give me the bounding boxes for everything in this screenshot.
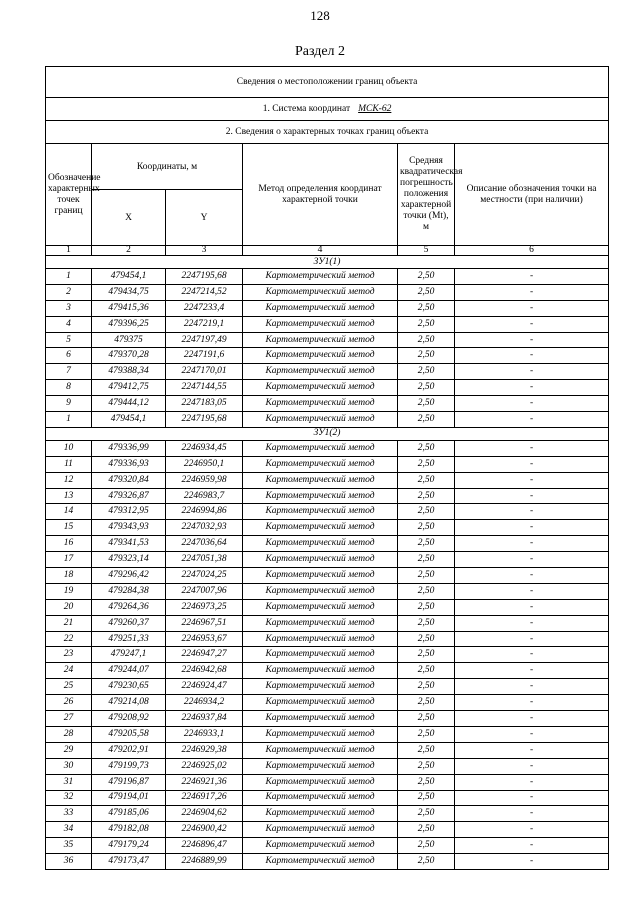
table-cell: Картометрический метод	[243, 300, 398, 316]
table-cell: 2,50	[398, 647, 455, 663]
coord-system-row	[46, 98, 609, 121]
table-cell: 30	[46, 758, 92, 774]
table-cell: 2,50	[398, 380, 455, 396]
table-cell: -	[455, 284, 609, 300]
table-cell: 2246921,36	[166, 774, 243, 790]
table-cell: 2247144,55	[166, 380, 243, 396]
table-cell: -	[455, 456, 609, 472]
table-cell: 2246924,47	[166, 679, 243, 695]
table-cell: Картометрический метод	[243, 822, 398, 838]
table-cell: 17	[46, 552, 92, 568]
table-cell: -	[455, 774, 609, 790]
table-cell: 2246904,62	[166, 806, 243, 822]
column-number: 6	[455, 246, 609, 256]
table-row	[46, 663, 609, 679]
table-cell: 19	[46, 583, 92, 599]
column-numbers-row	[46, 246, 609, 256]
table-row	[46, 552, 609, 568]
table-cell: Картометрический метод	[243, 364, 398, 380]
table-row	[46, 380, 609, 396]
table-cell: -	[455, 316, 609, 332]
table-cell: 479208,92	[92, 711, 166, 727]
table-row	[46, 695, 609, 711]
table-cell: Картометрический метод	[243, 396, 398, 412]
table-cell: 2246917,26	[166, 790, 243, 806]
table-cell: 2,50	[398, 488, 455, 504]
table-cell: 14	[46, 504, 92, 520]
table-cell: 2247036,64	[166, 536, 243, 552]
table-title: Сведения о местоположении границ объекта	[46, 67, 609, 98]
table-row	[46, 647, 609, 663]
table-row	[46, 364, 609, 380]
table-cell: 2,50	[398, 822, 455, 838]
table-cell: 2246983,7	[166, 488, 243, 504]
table-cell: 2246929,38	[166, 742, 243, 758]
table-cell: 479214,08	[92, 695, 166, 711]
table-cell: 15	[46, 520, 92, 536]
table-cell: 479182,08	[92, 822, 166, 838]
table-cell: Картометрический метод	[243, 552, 398, 568]
table-row	[46, 396, 609, 412]
table-cell: -	[455, 348, 609, 364]
table-row	[46, 316, 609, 332]
table-cell: 2246937,84	[166, 711, 243, 727]
table-cell: -	[455, 615, 609, 631]
table-cell: Картометрический метод	[243, 380, 398, 396]
table-cell: 1	[46, 412, 92, 428]
table-cell: 479247,1	[92, 647, 166, 663]
table-cell: 2,50	[398, 456, 455, 472]
table-cell: 2247214,52	[166, 284, 243, 300]
table-cell: -	[455, 631, 609, 647]
table-cell: -	[455, 599, 609, 615]
table-cell: 479179,24	[92, 838, 166, 854]
table-cell: 479284,38	[92, 583, 166, 599]
table-cell: Картометрический метод	[243, 520, 398, 536]
table-cell: 13	[46, 488, 92, 504]
table-cell: Картометрический метод	[243, 615, 398, 631]
table-cell: -	[455, 269, 609, 285]
table-cell: 3	[46, 300, 92, 316]
table-cell: 2,50	[398, 726, 455, 742]
table-cell: 2247051,38	[166, 552, 243, 568]
table-cell: -	[455, 300, 609, 316]
table-cell: 479388,34	[92, 364, 166, 380]
table-cell: -	[455, 758, 609, 774]
table-cell: -	[455, 536, 609, 552]
table-cell: -	[455, 568, 609, 584]
table-cell: -	[455, 472, 609, 488]
table-cell: 26	[46, 695, 92, 711]
table-cell: 479434,75	[92, 284, 166, 300]
table-row	[46, 742, 609, 758]
table-cell: 2247195,68	[166, 269, 243, 285]
table-cell: 479454,1	[92, 269, 166, 285]
table-row	[46, 440, 609, 456]
table-cell: 2,50	[398, 583, 455, 599]
table-row	[46, 838, 609, 854]
table-cell: 479185,06	[92, 806, 166, 822]
table-cell: 2247024,25	[166, 568, 243, 584]
table-row	[46, 456, 609, 472]
table-cell: Картометрический метод	[243, 711, 398, 727]
table-cell: 6	[46, 348, 92, 364]
table-cell: Картометрический метод	[243, 472, 398, 488]
table-cell: 2,50	[398, 316, 455, 332]
table-cell: Картометрический метод	[243, 758, 398, 774]
table-row	[46, 472, 609, 488]
table-row	[46, 568, 609, 584]
table-cell: 2247195,68	[166, 412, 243, 428]
table-cell: 2,50	[398, 854, 455, 870]
table-cell: -	[455, 726, 609, 742]
table-cell: Картометрический метод	[243, 583, 398, 599]
table-cell: Картометрический метод	[243, 412, 398, 428]
table-cell: 2,50	[398, 440, 455, 456]
table-cell: 479312,95	[92, 504, 166, 520]
table-row	[46, 822, 609, 838]
table-cell: 2246925,02	[166, 758, 243, 774]
table-cell: 2247191,6	[166, 348, 243, 364]
table-cell: 479444,12	[92, 396, 166, 412]
table-cell: -	[455, 742, 609, 758]
table-cell: 2,50	[398, 364, 455, 380]
table-cell: 10	[46, 440, 92, 456]
table-cell: Картометрический метод	[243, 568, 398, 584]
column-number: 5	[398, 246, 455, 256]
table-cell: 34	[46, 822, 92, 838]
table-cell: 2,50	[398, 472, 455, 488]
table-cell: Картометрический метод	[243, 488, 398, 504]
table-cell: 2,50	[398, 536, 455, 552]
table-cell: Картометрический метод	[243, 456, 398, 472]
table-cell: 2,50	[398, 504, 455, 520]
table-row	[46, 412, 609, 428]
table-cell: 24	[46, 663, 92, 679]
section-title: Раздел 2	[294, 44, 346, 59]
table-cell: 479251,33	[92, 631, 166, 647]
table-cell: 27	[46, 711, 92, 727]
table-cell: -	[455, 412, 609, 428]
table-cell: 2246967,51	[166, 615, 243, 631]
table-cell: 479320,84	[92, 472, 166, 488]
table-cell: 479341,53	[92, 536, 166, 552]
table-row	[46, 488, 609, 504]
table-row	[46, 504, 609, 520]
table-cell: 2,50	[398, 774, 455, 790]
table-cell: Картометрический метод	[243, 536, 398, 552]
table-cell: 2246950,1	[166, 456, 243, 472]
table-cell: -	[455, 504, 609, 520]
table-cell: Картометрический метод	[243, 838, 398, 854]
table-cell: 2,50	[398, 838, 455, 854]
table-row	[46, 774, 609, 790]
table-cell: -	[455, 854, 609, 870]
table-cell: 28	[46, 726, 92, 742]
table-cell: Картометрический метод	[243, 695, 398, 711]
page-number: 128	[310, 8, 330, 23]
table-cell: 479396,25	[92, 316, 166, 332]
table-cell: -	[455, 822, 609, 838]
column-number: 3	[166, 246, 243, 256]
table-row	[46, 615, 609, 631]
table-cell: 2246900,42	[166, 822, 243, 838]
table-cell: 2,50	[398, 396, 455, 412]
table-row	[46, 348, 609, 364]
table-cell: 2247032,93	[166, 520, 243, 536]
table-cell: Картометрический метод	[243, 742, 398, 758]
table-cell: -	[455, 695, 609, 711]
table-cell: Картометрический метод	[243, 599, 398, 615]
table-cell: 479296,42	[92, 568, 166, 584]
table-cell: 32	[46, 790, 92, 806]
table-cell: 479202,91	[92, 742, 166, 758]
table-row	[46, 599, 609, 615]
points-heading: 2. Сведения о характерных точках границ объекта	[46, 121, 609, 144]
table-cell: Картометрический метод	[243, 631, 398, 647]
coord-system-value: МСК-62	[358, 104, 392, 114]
table-cell: Картометрический метод	[243, 806, 398, 822]
table-cell: 2,50	[398, 695, 455, 711]
table-cell: 2,50	[398, 790, 455, 806]
table-cell: 2246947,27	[166, 647, 243, 663]
table-cell: 2247183,05	[166, 396, 243, 412]
table-cell: 18	[46, 568, 92, 584]
table-cell: 2247233,4	[166, 300, 243, 316]
header-x: X	[92, 190, 166, 246]
table-cell: 2,50	[398, 679, 455, 695]
column-number: 1	[46, 246, 92, 256]
table-row	[46, 284, 609, 300]
group-name: ЗУ1(2)	[46, 427, 609, 440]
table-cell: 479326,87	[92, 488, 166, 504]
table-cell: 7	[46, 364, 92, 380]
table-cell: -	[455, 647, 609, 663]
table-cell: 2246942,68	[166, 663, 243, 679]
table-cell: -	[455, 663, 609, 679]
table-cell: 2,50	[398, 742, 455, 758]
table-row	[46, 536, 609, 552]
table-cell: Картометрический метод	[243, 316, 398, 332]
table-cell: 2246889,99	[166, 854, 243, 870]
table-cell: Картометрический метод	[243, 726, 398, 742]
group-name: ЗУ1(1)	[46, 256, 609, 269]
table-row	[46, 711, 609, 727]
table-cell: -	[455, 520, 609, 536]
table-cell: Картометрический метод	[243, 774, 398, 790]
table-cell: 479375	[92, 332, 166, 348]
table-cell: 2,50	[398, 758, 455, 774]
table-cell: -	[455, 332, 609, 348]
table-cell: 2,50	[398, 631, 455, 647]
table-cell: 2,50	[398, 806, 455, 822]
table-cell: 2247007,96	[166, 583, 243, 599]
table-cell: 2,50	[398, 348, 455, 364]
table-row	[46, 854, 609, 870]
table-row	[46, 679, 609, 695]
table-cell: 5	[46, 332, 92, 348]
table-cell: Картометрический метод	[243, 269, 398, 285]
table-cell: 4	[46, 316, 92, 332]
table-cell: 2247170,01	[166, 364, 243, 380]
table-row	[46, 300, 609, 316]
header-description: Описание обозначения точки на местности (при наличии)	[455, 144, 609, 246]
table-row	[46, 631, 609, 647]
table-cell: 479412,75	[92, 380, 166, 396]
table-row	[46, 520, 609, 536]
table-cell: 2,50	[398, 599, 455, 615]
table-cell: 479205,58	[92, 726, 166, 742]
table-cell: -	[455, 838, 609, 854]
header-coordinates: Координаты, м	[92, 144, 243, 190]
table-cell: Картометрический метод	[243, 679, 398, 695]
table-cell: 1	[46, 269, 92, 285]
table-cell: 2246896,47	[166, 838, 243, 854]
table-cell: 479199,73	[92, 758, 166, 774]
table-cell: 33	[46, 806, 92, 822]
table-cell: 2	[46, 284, 92, 300]
table-cell: 479336,99	[92, 440, 166, 456]
table-cell: -	[455, 552, 609, 568]
table-cell: 22	[46, 631, 92, 647]
table-cell: -	[455, 711, 609, 727]
table-cell: 479260,37	[92, 615, 166, 631]
table-cell: 21	[46, 615, 92, 631]
table-cell: 31	[46, 774, 92, 790]
table-cell: -	[455, 679, 609, 695]
table-cell: 2,50	[398, 269, 455, 285]
table-cell: Картометрический метод	[243, 504, 398, 520]
table-cell: 2,50	[398, 412, 455, 428]
coord-system-label: 1. Система координат	[262, 104, 351, 114]
table-cell: -	[455, 364, 609, 380]
table-body	[46, 67, 609, 870]
table-cell: 35	[46, 838, 92, 854]
table-cell: 25	[46, 679, 92, 695]
table-row	[46, 790, 609, 806]
table-cell: 2,50	[398, 332, 455, 348]
table-row	[46, 332, 609, 348]
table-cell: 2246959,98	[166, 472, 243, 488]
table-cell: 479336,93	[92, 456, 166, 472]
table-cell: 2247197,49	[166, 332, 243, 348]
table-cell: 23	[46, 647, 92, 663]
table-row	[46, 583, 609, 599]
table-cell: Картометрический метод	[243, 790, 398, 806]
table-row	[46, 806, 609, 822]
table-cell: 479244,07	[92, 663, 166, 679]
table-cell: Картометрический метод	[243, 647, 398, 663]
table-cell: 2,50	[398, 284, 455, 300]
table-cell: 12	[46, 472, 92, 488]
table-cell: 29	[46, 742, 92, 758]
group-row	[46, 256, 609, 269]
header-method: Метод определения координат характерной точки	[243, 144, 398, 246]
table-cell: -	[455, 440, 609, 456]
table-cell: 2,50	[398, 300, 455, 316]
table-cell: 9	[46, 396, 92, 412]
table-cell: Картометрический метод	[243, 332, 398, 348]
table-cell: 2,50	[398, 711, 455, 727]
table-cell: 2,50	[398, 615, 455, 631]
table-cell: -	[455, 806, 609, 822]
table-cell: 2,50	[398, 520, 455, 536]
column-number: 4	[243, 246, 398, 256]
table-cell: Картометрический метод	[243, 284, 398, 300]
group-row	[46, 427, 609, 440]
table-cell: 479194,01	[92, 790, 166, 806]
table-cell: 479196,87	[92, 774, 166, 790]
header-error: Средняя квадратическая погрешность положения характерной точки (Mt), м	[398, 144, 455, 246]
table-row	[46, 726, 609, 742]
table-cell: 2,50	[398, 552, 455, 568]
table-cell: 479264,36	[92, 599, 166, 615]
header-y: Y	[166, 190, 243, 246]
table-cell: 2,50	[398, 663, 455, 679]
table-cell: 2,50	[398, 568, 455, 584]
table-cell: 8	[46, 380, 92, 396]
table-cell: 36	[46, 854, 92, 870]
table-cell: 479343,93	[92, 520, 166, 536]
table-cell: 2247219,1	[166, 316, 243, 332]
table-cell: 2246953,67	[166, 631, 243, 647]
table-cell: Картометрический метод	[243, 854, 398, 870]
table-cell: Картометрический метод	[243, 440, 398, 456]
column-number: 2	[92, 246, 166, 256]
table-cell: 479323,14	[92, 552, 166, 568]
table-cell: 2246994,86	[166, 504, 243, 520]
table-cell: 11	[46, 456, 92, 472]
table-cell: 479415,36	[92, 300, 166, 316]
table-cell: -	[455, 583, 609, 599]
table-cell: -	[455, 380, 609, 396]
table-cell: 479454,1	[92, 412, 166, 428]
table-cell: -	[455, 396, 609, 412]
table-cell: 2246934,2	[166, 695, 243, 711]
boundary-points-table	[45, 66, 609, 870]
table-cell: Картометрический метод	[243, 348, 398, 364]
table-row	[46, 758, 609, 774]
table-cell: 479370,28	[92, 348, 166, 364]
header-point-designation: Обозначение характерных точек границ	[46, 144, 92, 246]
table-row	[46, 269, 609, 285]
table-cell: 16	[46, 536, 92, 552]
table-cell: 479230,65	[92, 679, 166, 695]
table-cell: -	[455, 790, 609, 806]
table-cell: 2246934,45	[166, 440, 243, 456]
table-cell: 2246933,1	[166, 726, 243, 742]
table-cell: 2246973,25	[166, 599, 243, 615]
table-cell: 479173,47	[92, 854, 166, 870]
table-cell: 20	[46, 599, 92, 615]
table-cell: Картометрический метод	[243, 663, 398, 679]
table-cell: -	[455, 488, 609, 504]
